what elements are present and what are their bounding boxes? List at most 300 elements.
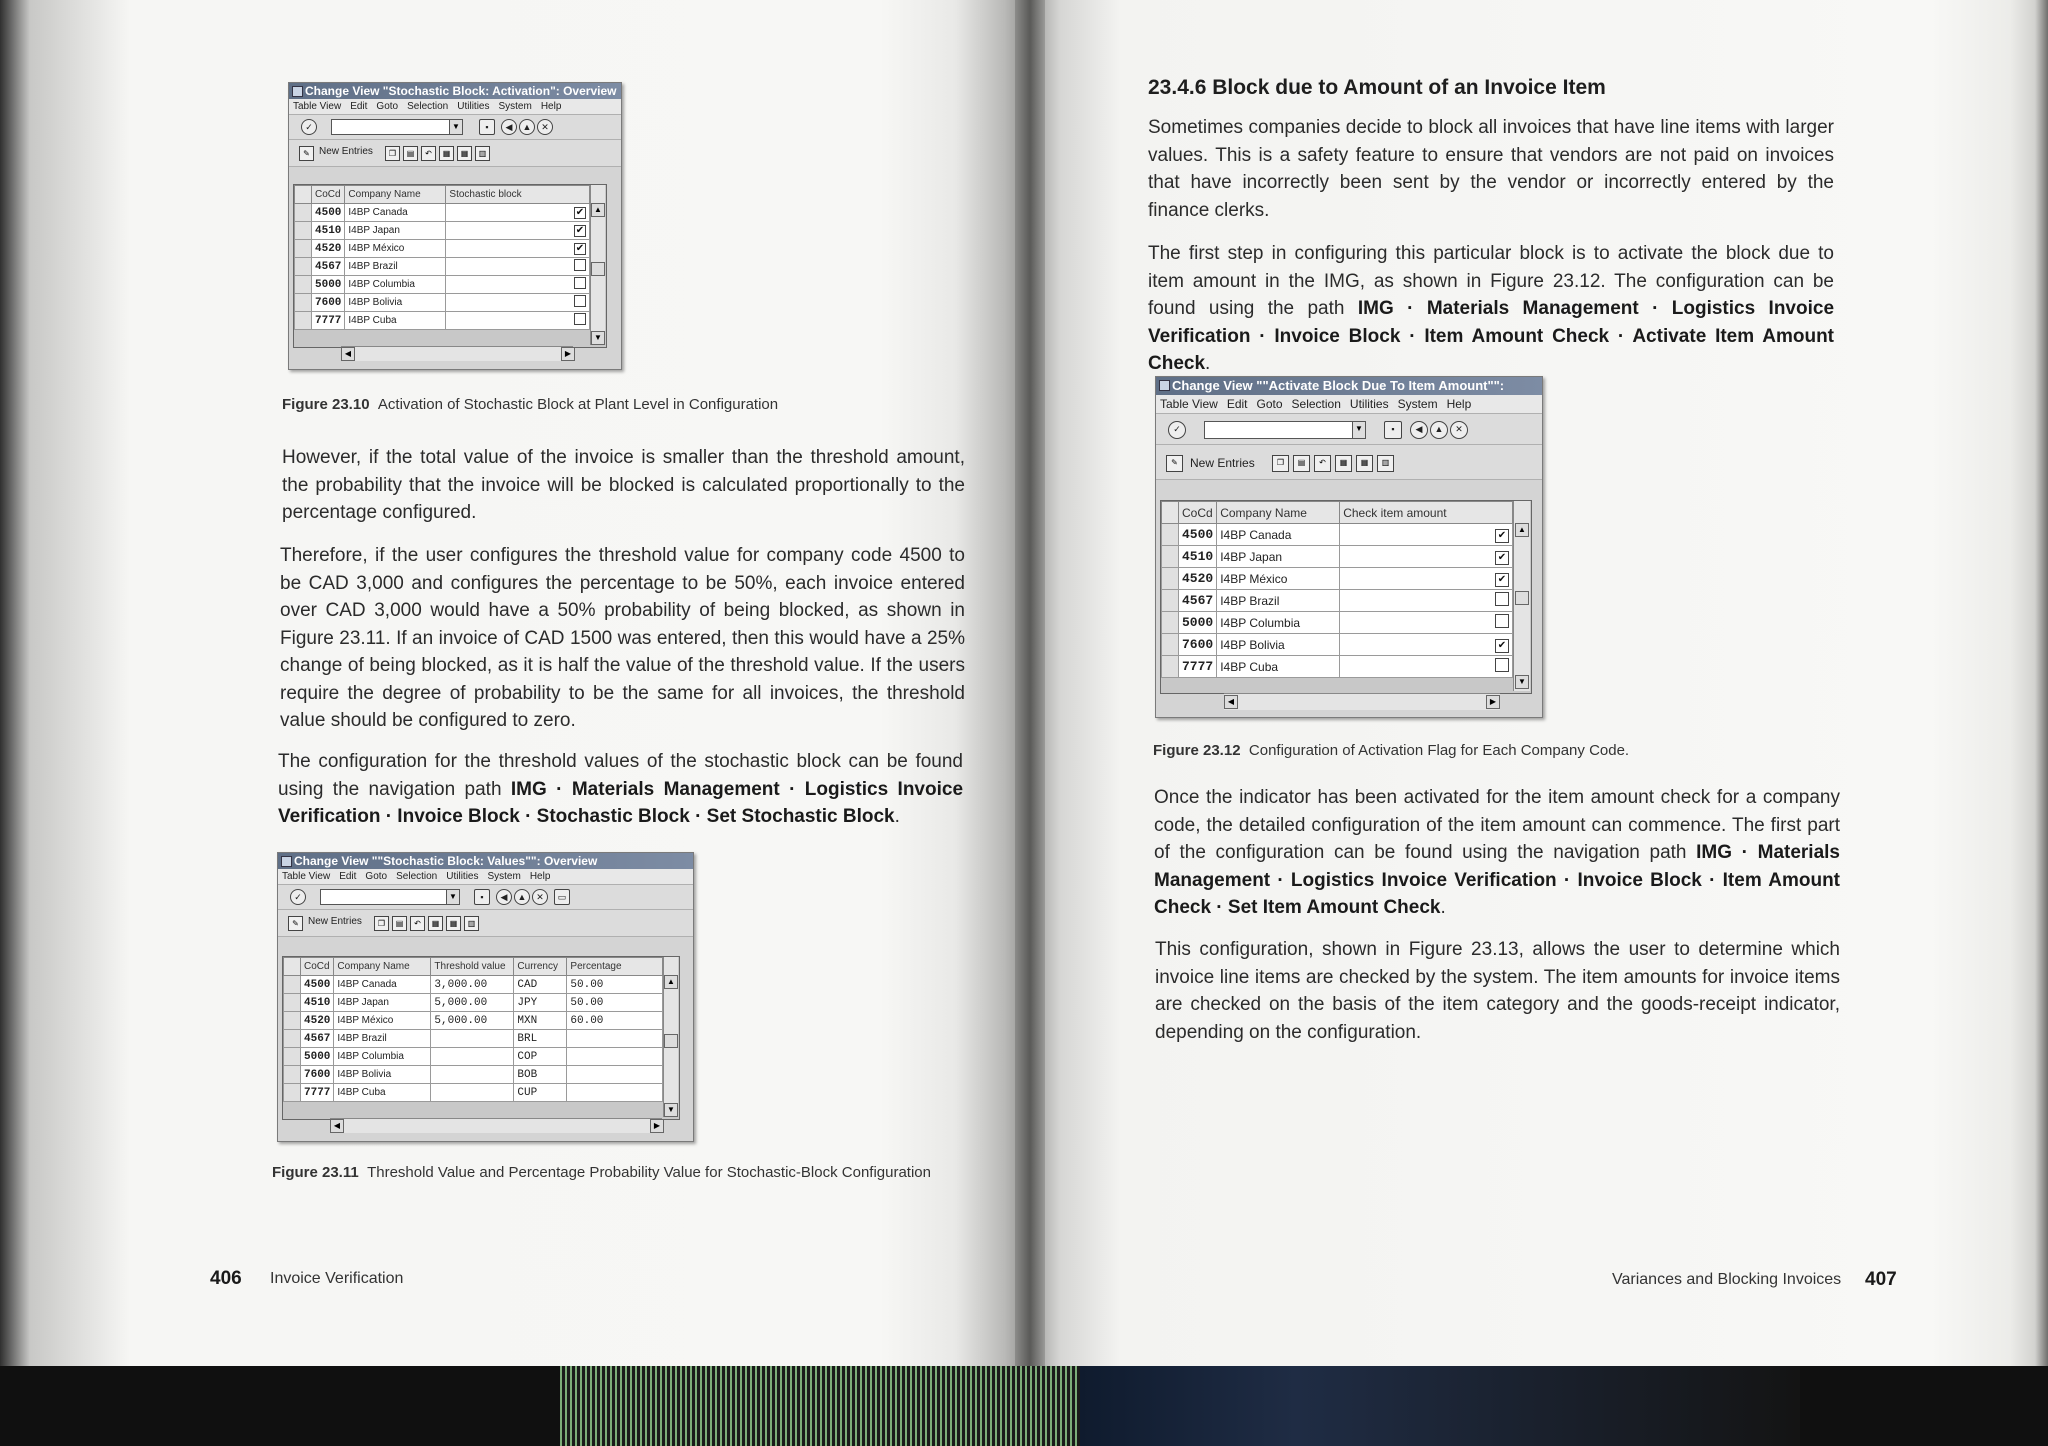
company-code-cell[interactable]: 4500 [1179,524,1217,546]
window-icon [1159,380,1170,391]
table-body [284,976,663,1102]
threshold-value-input[interactable] [431,1084,514,1102]
window-title-bar [278,853,693,869]
row-selector[interactable] [284,1012,301,1030]
scroll-left-icon[interactable]: ◀ [330,1119,344,1133]
scanner-stripes [560,1366,1080,1446]
delete-icon[interactable]: ▤ [403,146,418,161]
scanner-shadow [1080,1366,1800,1446]
currency-input[interactable]: CUP [514,1084,567,1102]
company-code-cell[interactable]: 4510 [1179,546,1217,568]
menu-selection[interactable]: Selection [1291,397,1341,411]
checkbox[interactable] [574,277,586,289]
table-row[interactable] [1162,524,1513,546]
checkbox[interactable] [574,259,586,271]
table-control [293,184,607,348]
table-row[interactable] [284,1030,663,1048]
company-name-cell: I4BP Columbia [345,276,446,294]
currency-input[interactable]: BRL [514,1030,567,1048]
scroll-up-icon[interactable]: ▲ [1515,523,1529,537]
undo-icon[interactable]: ↶ [421,146,436,161]
cancel-icon[interactable]: ✕ [1450,421,1468,439]
currency-input[interactable]: CAD [514,976,567,994]
undo-icon[interactable]: ↶ [1314,455,1331,472]
currency-input[interactable]: MXN [514,1012,567,1030]
column-header-currency[interactable]: Currency [514,958,567,976]
select-block-icon[interactable]: ▦ [457,146,472,161]
window-title-bar [289,83,621,99]
right-paragraph-2 [1148,240,1834,378]
row-selector[interactable] [1162,612,1179,634]
company-code-cell[interactable]: 4510 [301,994,334,1012]
row-selector[interactable] [284,1084,301,1102]
threshold-value-input[interactable]: 5,000.00 [431,994,514,1012]
checkbox-cell [1340,524,1513,546]
percentage-input[interactable]: 60.00 [567,1012,663,1030]
column-header-check-item-amount[interactable]: Check item amount [1340,502,1513,524]
menu-table-view[interactable]: Table View [293,101,342,112]
menu-table-view[interactable]: Table View [282,871,331,882]
application-toolbar [278,910,693,937]
scroll-thumb[interactable] [664,1034,678,1048]
deselect-all-icon[interactable]: ▥ [475,146,490,161]
save-icon[interactable]: ▪ [474,889,490,905]
para-text: The first step in configuring this particular block is to activate the block due to item amount in the IMG, as shown in Figure 23.12. The configuration can be found using the path [1148,243,1834,319]
percentage-input[interactable]: 50.00 [567,994,663,1012]
menu-goto[interactable]: Goto [365,871,388,882]
row-selector[interactable] [1162,568,1179,590]
checkbox-cell [446,312,590,330]
menu-goto[interactable]: Goto [1256,397,1283,411]
company-name-cell: I4BP Cuba [334,1084,431,1102]
checkbox[interactable] [574,295,586,307]
company-code-cell[interactable]: 5000 [301,1048,334,1066]
scroll-down-icon[interactable]: ▼ [591,331,605,345]
checkbox[interactable]: ✔ [575,206,585,218]
company-name-cell: I4BP Bolivia [1217,634,1340,656]
company-name-cell: I4BP Canada [334,976,431,994]
window-title-bar [1156,377,1542,395]
menu-system[interactable]: System [1397,397,1438,411]
table-row[interactable] [295,312,590,330]
company-code-cell[interactable]: 7600 [301,1066,334,1084]
company-name-cell: I4BP Cuba [1217,656,1340,678]
data-table [294,185,590,330]
menu-bar [278,869,693,885]
cancel-icon[interactable]: ✕ [532,889,548,905]
company-name-cell: I4BP México [345,240,446,258]
company-code-cell[interactable]: 5000 [1179,612,1217,634]
checkbox[interactable]: ✔ [1495,551,1509,565]
copy-icon[interactable]: ❐ [385,146,400,161]
column-header-stochastic-block[interactable]: Stochastic block [446,186,590,204]
checkbox[interactable]: ✔ [1495,639,1509,653]
page-number-left: 406 [210,1268,242,1289]
select-all-icon[interactable]: ▦ [1335,455,1352,472]
company-name-cell: I4BP Brazil [1217,590,1340,612]
checkbox[interactable]: ✔ [575,224,585,236]
menu-edit[interactable]: Edit [350,101,368,112]
table-header [284,958,663,976]
figure-23-12-screenshot [1155,376,1543,718]
checkbox-cell [446,258,590,276]
row-selector[interactable] [284,1066,301,1084]
company-name-cell: I4BP Columbia [334,1048,431,1066]
currency-input[interactable]: COP [514,1048,567,1066]
vertical-scrollbar[interactable] [663,957,678,1117]
company-name-cell: I4BP Brazil [334,1030,431,1048]
caption-text: Threshold Value and Percentage Probability Value for Stochastic-Block Configuration [367,1164,931,1181]
scroll-up-icon[interactable]: ▲ [664,975,678,989]
caption-text: Activation of Stochastic Block at Plant Level in Configuration [377,396,779,413]
menu-utilities[interactable]: Utilities [446,871,479,882]
navigation-path: IMG · Materials Management · Logistics Invoice Verification · Invoice Block · Item Amount Check · Activate Item Amount Check [1148,298,1835,374]
menu-utilities[interactable]: Utilities [1349,397,1389,411]
table-row[interactable] [284,1012,663,1030]
standard-toolbar [278,885,693,910]
table-row[interactable] [295,222,590,240]
row-selector[interactable] [295,312,312,330]
menu-system[interactable]: System [487,871,521,882]
back-icon[interactable]: ◀ [1410,421,1428,439]
row-selector[interactable] [284,1048,301,1066]
scroll-right-icon[interactable]: ▶ [1486,695,1500,709]
chevron-down-icon[interactable]: ▼ [1352,422,1365,438]
row-selector[interactable] [1162,634,1179,656]
para-text: Once the indicator has been activated for the item amount check for a company code, the detailed configuration of the item amount can commence. The first part of the configuration can be found using the navigation path [1154,787,1840,863]
menu-help[interactable]: Help [540,101,562,112]
menu-table-view[interactable]: Table View [1160,397,1218,411]
command-field[interactable] [320,889,460,905]
table-row[interactable] [284,1066,663,1084]
running-footer-right: Variances and Blocking Invoices [1612,1271,1842,1288]
figure-23-10-screenshot [288,82,622,370]
table-row[interactable] [1162,590,1513,612]
para-text: The configuration for the threshold values of the stochastic block can be found using the navigation path [278,751,963,800]
table-row[interactable] [1162,634,1513,656]
checkbox[interactable] [574,313,586,325]
figure-23-12-caption [1153,742,1629,759]
column-header-threshold-value[interactable]: Threshold value [431,958,514,976]
exit-icon[interactable]: ▲ [519,119,535,135]
chevron-down-icon[interactable]: ▼ [449,120,462,134]
new-entries-button[interactable]: New Entries [308,916,362,927]
new-entries-button[interactable]: New Entries [319,146,373,157]
table-body [295,204,590,330]
scroll-up-icon[interactable]: ▲ [591,203,605,217]
checkbox[interactable] [1495,592,1509,606]
column-header-company-name[interactable]: Company Name [334,958,431,976]
table-row[interactable] [1162,656,1513,678]
table-row[interactable] [295,276,590,294]
menu-edit[interactable]: Edit [1226,397,1248,411]
checkbox[interactable]: ✔ [1495,573,1509,587]
figure-23-10-caption [282,396,778,413]
application-toolbar [1156,445,1542,480]
para-end: . [1205,353,1211,374]
row-selector[interactable] [295,204,312,222]
column-header-company-name[interactable]: Company Name [1217,502,1340,524]
column-header-percentage[interactable]: Percentage [567,958,663,976]
menu-utilities[interactable]: Utilities [457,101,490,112]
print-icon[interactable]: ▭ [554,889,570,905]
scroll-down-icon[interactable]: ▼ [664,1103,678,1117]
company-name-cell: I4BP Bolivia [334,1066,431,1084]
exit-icon[interactable]: ▲ [514,889,530,905]
checkbox[interactable] [1495,658,1509,672]
row-selector[interactable] [1162,656,1179,678]
page-number-right: 407 [1865,1269,1897,1290]
scroll-thumb[interactable] [591,262,605,276]
company-code-cell[interactable]: 4500 [301,976,334,994]
select-column-header[interactable] [1162,502,1179,524]
back-icon[interactable]: ◀ [501,119,517,135]
horizontal-scrollbar[interactable] [1224,693,1500,710]
company-name-cell: I4BP Canada [1217,524,1340,546]
threshold-value-input[interactable] [431,1030,514,1048]
window-icon [292,86,303,97]
data-table [283,957,663,1102]
para-end: . [894,806,900,827]
delete-icon[interactable]: ▤ [1293,455,1310,472]
data-table [1161,501,1513,678]
caption-label: Figure 23.12 [1153,742,1241,759]
table-row[interactable] [295,258,590,276]
company-name-cell: I4BP Japan [1217,546,1340,568]
right-paragraph-3 [1154,784,1840,922]
row-selector[interactable] [295,276,312,294]
row-selector[interactable] [295,240,312,258]
menu-help[interactable]: Help [1446,397,1472,411]
row-selector[interactable] [295,258,312,276]
left-paragraph-1: However, if the total value of the invoice is smaller than the threshold amount, the probability that the invoice will be blocked is calculated proportionally to the percentage configured. [282,447,965,523]
standard-toolbar [289,115,621,140]
company-name-cell: I4BP Columbia [1217,612,1340,634]
company-name-cell: I4BP Canada [345,204,446,222]
threshold-value-input[interactable]: 5,000.00 [431,1012,514,1030]
threshold-value-input[interactable]: 3,000.00 [431,976,514,994]
command-field[interactable] [1204,421,1366,439]
menu-edit[interactable]: Edit [339,871,357,882]
menu-selection[interactable]: Selection [407,101,449,112]
percentage-input[interactable] [567,1084,663,1102]
table-row[interactable] [1162,546,1513,568]
caption-label: Figure 23.11 [272,1164,359,1181]
table-row[interactable] [284,994,663,1012]
company-name-cell: I4BP Brazil [345,258,446,276]
table-row[interactable] [284,1048,663,1066]
company-code-cell[interactable]: 7777 [1179,656,1217,678]
table-row[interactable] [1162,612,1513,634]
checkbox-cell [446,222,590,240]
company-name-cell: I4BP México [334,1012,431,1030]
row-selector[interactable] [1162,590,1179,612]
checkbox[interactable]: ✔ [1495,529,1509,543]
edit-icon[interactable]: ✎ [288,916,303,931]
checkbox[interactable]: ✔ [575,242,585,254]
section-heading: 23.4.6 Block due to Amount of an Invoice Item [1148,76,1606,99]
save-icon[interactable]: ▪ [479,119,495,135]
table-header [1162,502,1513,524]
application-toolbar [289,140,621,167]
company-name-cell: I4BP Japan [334,994,431,1012]
command-field[interactable] [331,119,463,135]
running-footer-left: Invoice Verification [270,1270,404,1287]
copy-icon[interactable]: ❐ [374,916,389,931]
menu-bar [1156,395,1542,414]
checkbox-cell [1340,634,1513,656]
undo-icon[interactable]: ↶ [410,916,425,931]
vertical-scrollbar[interactable] [1513,501,1530,691]
column-header-cocd[interactable]: CoCd [1179,502,1217,524]
column-header-cocd[interactable]: CoCd [301,958,334,976]
table-row[interactable] [284,1084,663,1102]
select-column-header[interactable] [295,186,312,204]
window-icon [281,856,292,867]
company-code-cell[interactable]: 7777 [301,1084,334,1102]
right-paragraph-4: This configuration, shown in Figure 23.13, allows the user to determine which invoice line items are checked by the system. The item amounts for invoice items are checked on the basis of the item category and the goods-receipt indicator, depending on the configuration. [1155,939,1840,1043]
company-name-cell: I4BP Japan [345,222,446,240]
menu-help[interactable]: Help [529,871,551,882]
enter-icon[interactable]: ✓ [290,889,306,905]
company-code-cell[interactable]: 4500 [312,204,345,222]
window-title: Change View ""Stochastic Block: Values"": Overview [294,854,598,868]
company-code-cell[interactable]: 4520 [312,240,345,258]
checkbox-cell [1340,546,1513,568]
percentage-input[interactable] [567,1066,663,1084]
table-body [1162,524,1513,678]
table-row[interactable] [295,294,590,312]
column-header-company-name[interactable]: Company Name [345,186,446,204]
navigation-path: IMG · Materials Management · Logistics Invoice Verification · Invoice Block · Item Amount Check · Set Item Amount Check [1154,842,1840,918]
standard-toolbar [1156,414,1542,445]
back-icon[interactable]: ◀ [496,889,512,905]
company-name-cell: I4BP Cuba [345,312,446,330]
select-all-icon[interactable]: ▦ [428,916,443,931]
checkbox-cell [446,294,590,312]
deselect-all-icon[interactable]: ▥ [464,916,479,931]
checkbox-cell [1340,612,1513,634]
threshold-value-input[interactable] [431,1066,514,1084]
company-code-cell[interactable]: 7777 [312,312,345,330]
scroll-right-icon[interactable]: ▶ [561,347,575,361]
table-control [1160,500,1532,694]
book-gutter [1015,0,1045,1366]
company-name-cell: I4BP México [1217,568,1340,590]
figure-23-11-screenshot [277,852,694,1142]
scroll-thumb[interactable] [1515,591,1529,605]
horizontal-scrollbar[interactable] [341,346,573,361]
left-paragraph-2: Therefore, if the user configures the threshold value for company code 4500 to be CAD 3,000 and configures the percentage to be 50%, each invoice entered over CAD 3,000 would have a 50% probability of being blocked, as shown in Figure 23.11. If an invoice of CAD 1500 was entered, then this would have a 25% change of being blocked, as it is half the value of the threshold value. If the users require the degree of probability to be the same for all invoices, the threshold value should be configured to zero. [280,545,965,731]
company-code-cell[interactable]: 7600 [312,294,345,312]
new-entries-button[interactable]: New Entries [1190,456,1255,470]
menu-selection[interactable]: Selection [396,871,438,882]
checkbox-cell [1340,656,1513,678]
company-code-cell[interactable]: 4567 [301,1030,334,1048]
table-control [282,956,680,1120]
edit-icon[interactable]: ✎ [1166,455,1183,472]
window-title: Change View ""Activate Block Due To Item Amount"": [1172,378,1505,393]
currency-input[interactable]: BOB [514,1066,567,1084]
copy-icon[interactable]: ❐ [1272,455,1289,472]
horizontal-scrollbar[interactable] [330,1118,662,1133]
row-selector[interactable] [295,294,312,312]
select-all-icon[interactable]: ▦ [439,146,454,161]
company-code-cell[interactable]: 5000 [312,276,345,294]
edit-icon[interactable]: ✎ [299,146,314,161]
select-block-icon[interactable]: ▦ [446,916,461,931]
company-code-cell[interactable]: 4567 [1179,590,1217,612]
figure-23-11-caption [272,1164,931,1181]
column-header-cocd[interactable]: CoCd [312,186,345,204]
table-header [295,186,590,204]
company-code-cell[interactable]: 4520 [1179,568,1217,590]
navigation-path: IMG · Materials Management · Logistics Invoice Verification · Invoice Block · Stochastic Block · Set Stochastic Block [278,778,964,827]
checkbox-cell [446,204,590,222]
percentage-input[interactable] [567,1030,663,1048]
scroll-right-icon[interactable]: ▶ [650,1119,664,1133]
company-code-cell[interactable]: 4520 [301,1012,334,1030]
row-selector[interactable] [284,994,301,1012]
table-row[interactable] [295,204,590,222]
table-row[interactable] [295,240,590,258]
company-code-cell[interactable]: 4567 [312,258,345,276]
checkbox-cell [1340,568,1513,590]
enter-icon[interactable]: ✓ [301,119,317,135]
cancel-icon[interactable]: ✕ [537,119,553,135]
company-name-cell: I4BP Bolivia [345,294,446,312]
percentage-input[interactable] [567,1048,663,1066]
right-paragraph-1: Sometimes companies decide to block all invoices that have line items with larger values. This is a safety feature to ensure that vendors are not paid on invoices that have incorrectly been sent by the vendor or incorrectly entered by the finance clerks. [1148,117,1834,221]
threshold-value-input[interactable] [431,1048,514,1066]
save-icon[interactable]: ▪ [1384,421,1402,439]
row-selector[interactable] [295,222,312,240]
menu-goto[interactable]: Goto [376,101,399,112]
scroll-down-icon[interactable]: ▼ [1515,675,1529,689]
para-end: . [1440,897,1446,918]
select-block-icon[interactable]: ▦ [1356,455,1373,472]
deselect-all-icon[interactable]: ▥ [1377,455,1394,472]
scroll-left-icon[interactable]: ◀ [341,347,355,361]
checkbox-cell [446,276,590,294]
checkbox-cell [1340,590,1513,612]
window-title: Change View "Stochastic Block: Activation": Overview [305,84,617,98]
row-selector[interactable] [1162,546,1179,568]
company-code-cell[interactable]: 7600 [1179,634,1217,656]
company-code-cell[interactable]: 4510 [312,222,345,240]
percentage-input[interactable]: 50.00 [567,976,663,994]
exit-icon[interactable]: ▲ [1430,421,1448,439]
caption-label: Figure 23.10 [282,396,370,413]
left-paragraph-3 [278,748,963,831]
table-row[interactable] [284,976,663,994]
chevron-down-icon[interactable]: ▼ [446,890,459,904]
enter-icon[interactable]: ✓ [1168,421,1186,439]
vertical-scrollbar[interactable] [590,185,605,345]
delete-icon[interactable]: ▤ [392,916,407,931]
menu-system[interactable]: System [498,101,532,112]
scroll-left-icon[interactable]: ◀ [1224,695,1238,709]
table-row[interactable] [1162,568,1513,590]
select-column-header[interactable] [284,958,301,976]
checkbox[interactable] [1495,614,1509,628]
row-selector[interactable] [1162,524,1179,546]
row-selector[interactable] [284,1030,301,1048]
menu-bar [289,99,621,115]
checkbox-cell [446,240,590,258]
currency-input[interactable]: JPY [514,994,567,1012]
row-selector[interactable] [284,976,301,994]
